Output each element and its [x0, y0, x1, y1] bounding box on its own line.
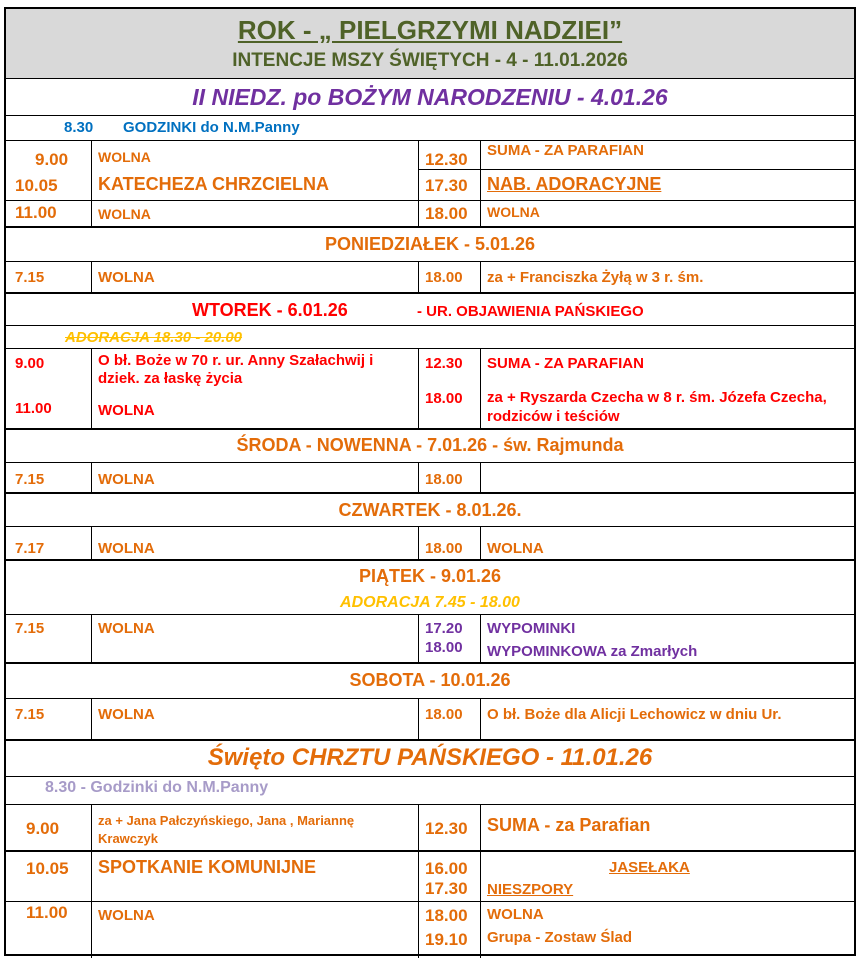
wednesday-title: ŚRODA - NOWENNA - 7.01.26 - św. Rajmunda: [236, 435, 624, 455]
intention-text: O bł. Boże dla Alicji Lechowicz w dniu Ur.: [487, 706, 782, 723]
sunday2-note: 8.30 - Godzinki do N.M.Panny: [45, 779, 269, 796]
time-label: 18.00: [425, 906, 468, 925]
time-label: 10.05: [15, 176, 58, 195]
time-label: 17.30: [425, 176, 468, 195]
time-label: 12.30: [425, 355, 463, 372]
sunday1-note-time: 8.30: [64, 119, 94, 136]
intention-text: za + Franciszka Żyłą w 3 r. śm.: [487, 269, 704, 286]
time-label: 18.00: [425, 390, 463, 407]
intention-text: WOLNA: [98, 540, 155, 557]
intention-text: WOLNA: [487, 540, 544, 557]
time-label: 10.05: [26, 859, 69, 878]
sunday1-note-text: GODZINKI do N.M.Panny: [123, 119, 300, 136]
tuesday-title: WTOREK - 6.01.26: [192, 300, 348, 320]
time-label: 7.15: [15, 471, 45, 488]
schedule-sheet: [4, 7, 856, 956]
intention-text: WOLNA: [98, 402, 155, 419]
time-label: 18.00: [425, 204, 468, 223]
page-subtitle: INTENCJE MSZY ŚWIĘTYCH - 4 - 11.01.2026: [232, 50, 628, 71]
time-label: 18.00: [425, 706, 463, 723]
time-label: 7.15: [15, 620, 45, 637]
intention-text: WOLNA: [98, 269, 155, 286]
monday-title: PONIEDZIAŁEK - 5.01.26: [324, 234, 536, 254]
time-label: 7.15: [15, 269, 45, 286]
time-label: 12.30: [425, 150, 468, 169]
time-label: 9.00: [35, 150, 69, 169]
intention-text: WOLNA: [98, 706, 155, 723]
friday-adoration: ADORACJA 7.45 - 18.00: [340, 594, 520, 611]
intention-text: SUMA - ZA PARAFIAN: [487, 355, 644, 372]
sunday2-title: Święto CHRZTU PAŃSKIEGO - 11.01.26: [207, 744, 653, 771]
time-label: 18.00: [425, 540, 463, 557]
intention-text: WOLNA: [487, 906, 544, 923]
intention-text: WOLNA: [98, 620, 155, 637]
time-label: 12.30: [425, 819, 468, 838]
time-label: 11.00: [15, 400, 52, 417]
time-label: 7.15: [15, 706, 45, 723]
time-label: 11.00: [26, 903, 68, 922]
intention-text: WOLNA: [98, 471, 155, 488]
time-label: 9.00: [15, 355, 45, 372]
time-label: 18.00: [425, 471, 463, 488]
time-label: 9.00: [26, 819, 60, 838]
intention-text: Grupa - Zostaw Ślad: [487, 929, 633, 946]
intention-text: SUMA - za Parafian: [487, 815, 651, 835]
intention-text: WOLNA: [98, 907, 155, 924]
intention-text: WOLNA: [98, 206, 151, 222]
time-label: 17.30: [425, 879, 468, 898]
intention-text: JASEŁAKA: [609, 859, 690, 876]
time-label: 17.20: [425, 620, 463, 637]
time-label: 16.00: [425, 859, 468, 878]
saturday-title: SOBOTA - 10.01.26: [349, 670, 511, 690]
intention-text: WOLNA: [98, 149, 151, 165]
time-label: 11.00: [15, 203, 57, 222]
thursday-title: CZWARTEK - 8.01.26.: [338, 500, 522, 520]
page-title: ROK - „ PIELGRZYMI NADZIEI”: [237, 15, 623, 45]
intention-text: O bł. Boże w 70 r. ur. Anny Szałachwij i dziek. za łaskę życia: [98, 352, 374, 387]
intention-text: NIESZPORY: [487, 881, 574, 898]
intention-text: WOLNA: [487, 204, 540, 220]
intention-text: WYPOMINKOWA za Zmarłych: [487, 643, 698, 660]
time-label: 18.00: [425, 269, 463, 286]
intention-text: NAB. ADORACYJNE: [487, 174, 662, 194]
sunday1-title: II NIEDZ. po BOŻYM NARODZENIU - 4.01.26: [192, 84, 668, 110]
time-label: 7.17: [15, 540, 45, 557]
intention-text: SUMA - ZA PARAFIAN: [487, 142, 644, 159]
time-label: 18.00: [425, 639, 463, 656]
friday-title: PIĄTEK - 9.01.26: [358, 566, 502, 586]
tuesday-feast: - UR. OBJAWIENIA PAŃSKIEGO: [417, 303, 644, 320]
intention-text: za + Ryszarda Czecha w 8 r. śm. Józefa Czecha, rodziców i teściów: [487, 389, 827, 425]
tuesday-adoration: ADORACJA 18.30 - 20.00: [65, 329, 243, 346]
intention-text: WYPOMINKI: [487, 620, 576, 637]
time-label: 19.10: [425, 930, 468, 949]
intention-text: za + Jana Pałczyńskiego, Jana , Mariannę Krawczyk: [98, 813, 355, 846]
intention-text: SPOTKANIE KOMUNIJNE: [98, 857, 317, 877]
intention-text: KATECHEZA CHRZCIELNA: [98, 174, 329, 194]
